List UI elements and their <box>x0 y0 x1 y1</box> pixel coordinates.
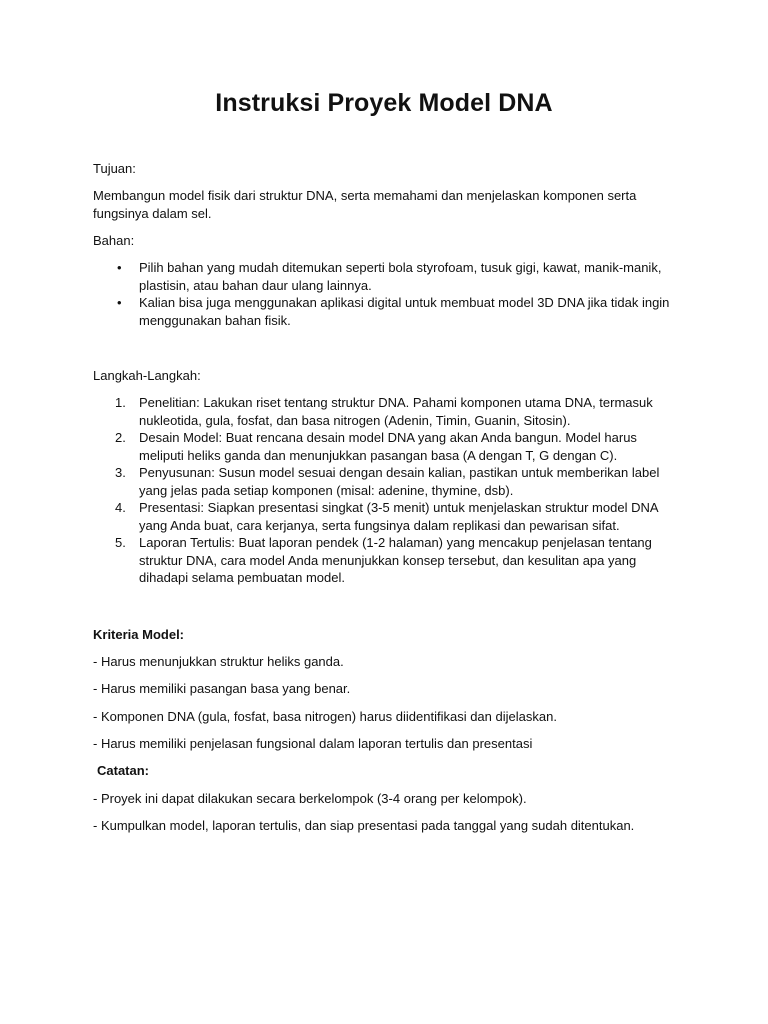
bullet-icon: • <box>117 260 122 275</box>
document-title: Instruksi Proyek Model DNA <box>215 89 553 117</box>
langkah-item-text: Penyusunan: Susun model sesuai dengan desain kalian, pastikan untuk memberikan label yang jelas pada setiap komponen (misal: adenine, thymine, dsb). <box>139 465 660 498</box>
list-number: 2. <box>115 430 126 445</box>
kriteria-heading: Kriteria Model: <box>93 627 185 642</box>
bullet-icon: • <box>117 295 122 310</box>
bahan-list <box>93 259 683 329</box>
list-item <box>93 294 683 329</box>
langkah-item-text: Penelitian: Lakukan riset tentang struktur DNA. Pahami komponen utama DNA, termasuk nukleotida, gula, fosfat, dan basa nitrogen (Adenin, Timin, Guanin, Sitosin). <box>139 395 653 428</box>
list-item <box>93 394 683 429</box>
kriteria-item: - Harus menunjukkan struktur heliks ganda. <box>93 654 344 669</box>
tujuan-text: Membangun model fisik dari struktur DNA, serta memahami dan menjelaskan komponen serta fungsinya dalam sel. <box>93 188 637 221</box>
list-item <box>93 259 683 294</box>
list-item <box>93 499 683 534</box>
bahan-heading: Bahan: <box>93 233 135 248</box>
list-number: 4. <box>115 500 126 515</box>
list-number: 5. <box>115 535 126 550</box>
tujuan-heading: Tujuan: <box>93 161 136 176</box>
langkah-list <box>93 394 683 587</box>
langkah-heading: Langkah-Langkah: <box>93 368 201 383</box>
langkah-item-text: Laporan Tertulis: Buat laporan pendek (1-2 halaman) yang mencakup penjelasan tentang struktur DNA, cara model Anda menunjukkan konsep tersebut, dan kesulitan apa yang dihadapi selama pembuatan model. <box>139 535 652 585</box>
list-number: 3. <box>115 465 126 480</box>
list-item <box>93 464 683 499</box>
bahan-item-text: Kalian bisa juga menggunakan aplikasi digital untuk membuat model 3D DNA jika tidak ingin menggunakan bahan fisik. <box>139 295 670 328</box>
list-item <box>93 534 683 587</box>
langkah-item-text: Desain Model: Buat rencana desain model DNA yang akan Anda bangun. Model harus meliputi heliks ganda dan menunjukkan pasangan basa (A dengan T, G dengan C). <box>139 430 637 463</box>
catatan-item: - Proyek ini dapat dilakukan secara berkelompok (3-4 orang per kelompok). <box>93 791 527 806</box>
kriteria-item: - Komponen DNA (gula, fosfat, basa nitrogen) harus diidentifikasi dan dijelaskan. <box>93 709 557 724</box>
kriteria-item: - Harus memiliki pasangan basa yang benar. <box>93 681 351 696</box>
kriteria-item: - Harus memiliki penjelasan fungsional dalam laporan tertulis dan presentasi <box>93 736 533 751</box>
list-item <box>93 429 683 464</box>
list-number: 1. <box>115 395 126 410</box>
catatan-heading: Catatan: <box>97 763 150 778</box>
langkah-item-text: Presentasi: Siapkan presentasi singkat (3-5 menit) untuk menjelaskan struktur model DNA yang Anda buat, cara kerjanya, serta fungsinya dalam replikasi dan pewarisan sifat. <box>139 500 658 533</box>
catatan-item: - Kumpulkan model, laporan tertulis, dan siap presentasi pada tanggal yang sudah ditentukan. <box>93 818 635 833</box>
bahan-item-text: Pilih bahan yang mudah ditemukan seperti bola styrofoam, tusuk gigi, kawat, manik-manik, plastisin, atau bahan daur ulang lainnya. <box>139 260 662 293</box>
